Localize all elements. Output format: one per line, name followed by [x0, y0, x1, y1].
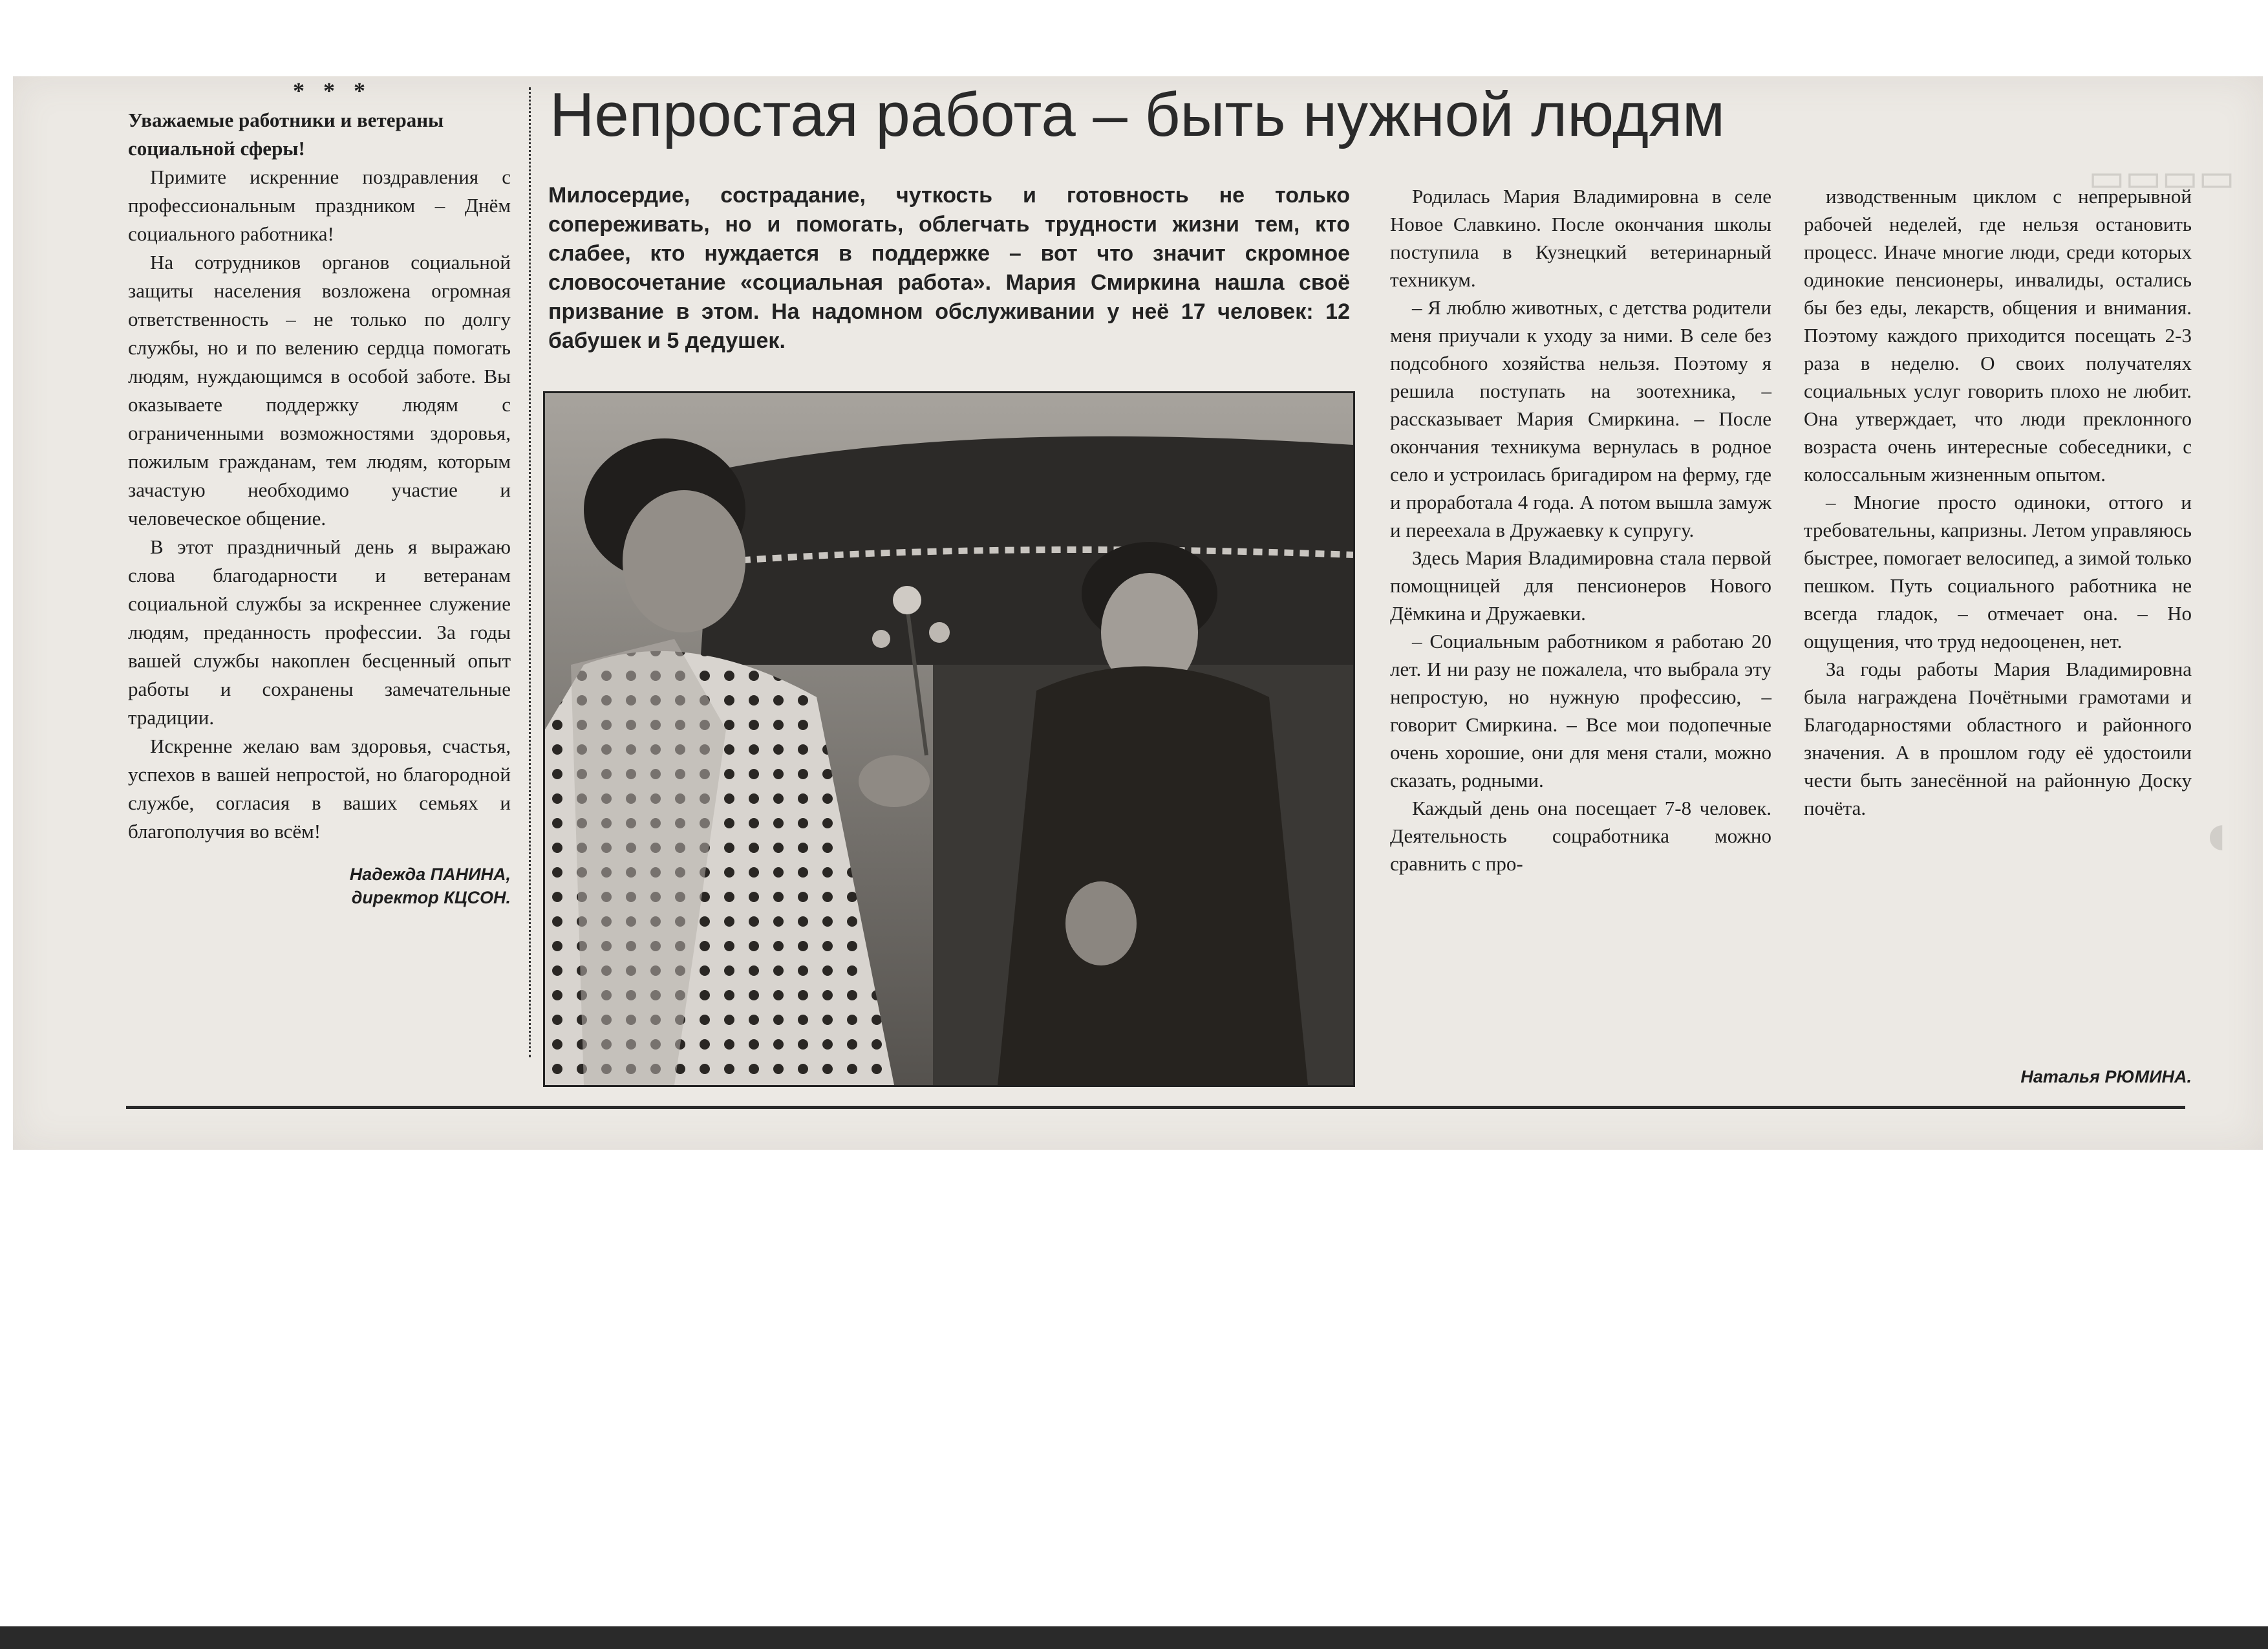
greeting-column	[128, 78, 511, 909]
greeting-signature	[128, 863, 511, 909]
column-divider	[529, 87, 531, 1057]
article-paragraph: За годы работы Мария Владимировна была награждена Почётными грамотами и Благодарностями областного и районного значения. А в прошлом году её удостоили чести быть занесённой на районную Доску почёта.	[1804, 658, 2192, 819]
signature-name: Надежда ПАНИНА,	[349, 865, 511, 884]
bleed-through-mark: ▭▭▭▭	[2088, 156, 2235, 199]
photo-image	[545, 393, 1353, 1085]
article-paragraph: Здесь Мария Владимировна стала первой помощницей для пенсионеров Нового Дёмкина и Дружаевки.	[1390, 546, 1771, 625]
article-paragraph: Родилась Мария Владимировна в селе Новое Славкино. После окончания школы поступила в Кузнецкий ветеринарный техникум.	[1390, 185, 1771, 291]
article-column-1	[1390, 182, 1771, 878]
signature-title: директор КЦСОН.	[351, 888, 511, 907]
article-headline: Непростая работа – быть нужной людям	[550, 80, 1726, 149]
article-column-2	[1804, 182, 2192, 822]
scan-edge	[0, 1626, 2268, 1649]
greeting-paragraph: Примите искренние поздравления с профессиональным праздником – Днём социального работника!	[128, 166, 511, 245]
article-lead: Милосердие, сострадание, чуткость и готовность не только сопереживать, но и помогать, облегчать трудности жизни тем, кто слабее, кто нуждается в поддержке – вот что значит скромное словосочетание «социальная работа». Мария Смиркина нашла своё призвание в этом. На надомном обслуживании у неё 17 человек: 12 бабушек и 5 дедушек.	[548, 183, 1350, 353]
greeting-paragraph: Искренне желаю вам здоровья, счастья, успехов в вашей непростой, но благородной службе, согласия в ваших семьях и благополучия во всём!	[128, 735, 511, 843]
article-photo	[543, 391, 1355, 1087]
greeting-heading: Уважаемые работники и ветераны социальной сферы!	[128, 109, 444, 160]
article-paragraph: Каждый день она посещает 7-8 человек. Деятельность соцработника можно сравнить с про-	[1390, 797, 1771, 875]
article-paragraph: – Многие просто одиноки, оттого и требовательны, капризны. Летом управляюсь быстрее, помогает велосипед, а зимой только пешком. Путь социального работника не всегда гладок, – отмечает она. – Но ощущения, что труд недооценен, нет.	[1804, 491, 2192, 652]
article-byline: Наталья РЮМИНА.	[2020, 1067, 2192, 1086]
greeting-paragraph: На сотрудников органов социальной защиты населения возложена огромная ответственность – не только по долгу службы, но и по велению сердца помогать людям, нуждающимся в особой заботе. Вы оказываете поддержку людям с ограниченными возможностями здоровья, пожилым гражданам, тем людям, которым зачастую необходимо участие и человеческое общение.	[128, 251, 511, 530]
section-stars: * * *	[293, 78, 372, 103]
greeting-paragraph: В этот праздничный день я выражаю слова благодарности и ветеранам социальной службы за искреннее служение людям, преданность профессии. За годы вашей службы накоплен бесценный опыт работы и сохранены замечательные традиции.	[128, 535, 511, 729]
bleed-through-mark: ◖	[2198, 803, 2234, 867]
article-paragraph: изводственным циклом с непрерывной рабочей неделей, где нельзя остановить процесс. Иначе многие люди, среди которых одинокие пенсионеры, инвалиды, остались бы без еды, лекарств, общения и внимания. Поэтому каждого приходится посещать 2-3 раза в неделю. О своих получателях социальных услуг говорить плохо не любит. Она утверждает, что люди преклонного возраста очень интересные собеседники, с колоссальным жизненным опытом.	[1804, 185, 2192, 486]
article-paragraph: – Я люблю животных, с детства родители меня приучали к уходу за ними. В селе без подсобного хозяйства нельзя. Поэтому я решила поступать на зоотехника, – рассказывает Мария Смиркина. – После окончания техникума вернулась в родное село и устроилась бригадиром на ферму, где и проработала 4 года. А потом вышла замуж и переехала в Дружаевку к супругу.	[1390, 296, 1771, 541]
article-paragraph: – Социальным работником я работаю 20 лет. И ни разу не пожалела, что выбрала эту непростую, но нужную профессию, – говорит Смиркина. – Все мои подопечные очень хорошие, они для меня стали, можно сказать, родными.	[1390, 630, 1771, 792]
bottom-rule	[126, 1106, 2185, 1109]
